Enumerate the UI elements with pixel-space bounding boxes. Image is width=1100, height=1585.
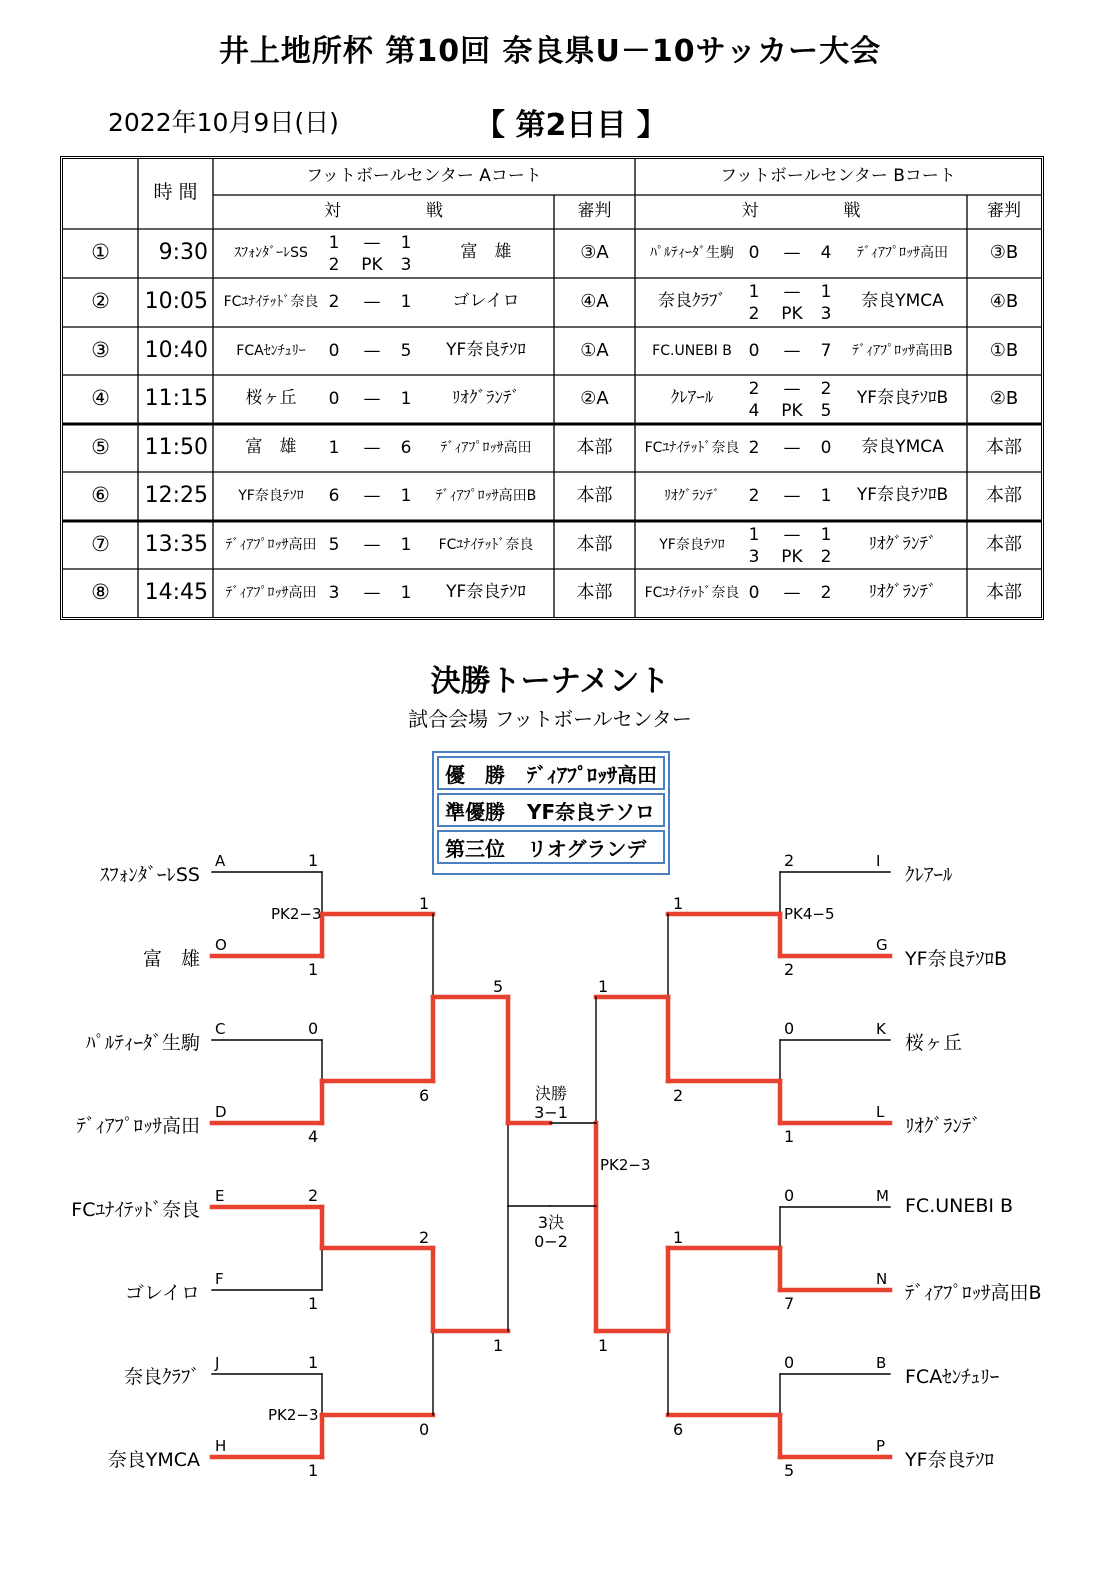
third-place-score: 0−2 xyxy=(534,1232,568,1251)
court-b-home-team: FCﾕﾅｲﾃｯﾄﾞ奈良 xyxy=(644,440,740,456)
court-b-home-pk: 2 xyxy=(748,304,760,324)
court-a-referee: 本部 xyxy=(576,437,613,458)
court-a-away-score: 1 xyxy=(400,535,412,555)
left-team-score: 1 xyxy=(308,851,319,870)
court-b-referee: 本部 xyxy=(986,437,1022,458)
header-match-b: 対 戦 xyxy=(741,201,861,221)
match-time: 9:30 xyxy=(158,240,208,265)
left-team-name: ﾃﾞｨｱﾌﾟﾛｯｻ高田 xyxy=(76,1115,200,1137)
left-team-label: C xyxy=(215,1020,226,1038)
court-b-away-team: 奈良YMCA xyxy=(861,291,944,311)
left-r2-score: 0 xyxy=(419,1420,430,1439)
left-pk-note: PK2−3 xyxy=(268,1406,319,1424)
court-a-home-score: 2 xyxy=(328,292,340,312)
match-time: 11:50 xyxy=(144,435,208,460)
left-team-score: 1 xyxy=(308,1294,319,1313)
court-a-away-score: 1 xyxy=(400,486,412,506)
court-b-home-score: 0 xyxy=(748,341,760,361)
match-time: 12:25 xyxy=(144,483,208,508)
right-semi-score: 1 xyxy=(598,977,609,996)
left-team-label: H xyxy=(215,1437,227,1455)
court-a-away-team: ﾘｵｸﾞﾗﾝﾃﾞ xyxy=(452,388,520,408)
right-semi-score: 1 xyxy=(598,1336,609,1355)
header-time: 時 間 xyxy=(153,181,198,203)
right-team-name: YF奈良ﾃｿﾛB xyxy=(905,948,1008,970)
court-b-pk-label: PK xyxy=(781,401,803,421)
match-number: ② xyxy=(91,289,110,313)
court-b-pk-label: PK xyxy=(781,304,803,324)
court-a-home-team: 富 雄 xyxy=(245,437,297,457)
match-number: ⑦ xyxy=(91,532,110,556)
right-team-label: I xyxy=(876,852,881,870)
event-date: 2022年10月9日(日) xyxy=(108,108,339,137)
court-b-home-score: 2 xyxy=(748,438,760,458)
day-label: 【 第2日目 】 xyxy=(475,108,667,143)
court-a-home-score: 5 xyxy=(328,535,340,555)
header-match-a: 対 戦 xyxy=(324,201,443,221)
right-team-score: 7 xyxy=(784,1294,795,1313)
court-a-home-team: 桜ヶ丘 xyxy=(245,388,297,408)
match-time: 11:15 xyxy=(144,386,208,411)
court-a-away-score: 1 xyxy=(400,583,412,603)
court-a-referee: 本部 xyxy=(576,485,613,506)
court-a-referee: 本部 xyxy=(576,582,613,603)
right-team-name: ｸﾚｱｰﾙ xyxy=(905,864,953,886)
result-team: ﾃﾞｨｱﾌﾟﾛｯｻ高田 xyxy=(527,762,657,787)
court-a-dash: — xyxy=(363,535,381,555)
left-team-name: 奈良ｸﾗﾌﾞ xyxy=(123,1366,200,1388)
court-b-referee: 本部 xyxy=(986,485,1022,506)
right-team-label: M xyxy=(876,1187,889,1205)
court-b-away-pk: 2 xyxy=(820,547,832,567)
court-a-home-team: ﾃﾞｨｱﾌﾟﾛｯｻ高田 xyxy=(225,585,317,601)
court-b-home-team: 奈良ｸﾗﾌﾞ xyxy=(658,291,726,311)
court-b-home-team: FC.UNEBI B xyxy=(652,343,732,359)
court-b-away-score: 1 xyxy=(820,282,832,302)
court-b-home-pk: 4 xyxy=(748,401,760,421)
court-b-home-score: 2 xyxy=(748,486,760,506)
court-b-away-score: 1 xyxy=(820,525,832,545)
court-a-home-score: 0 xyxy=(328,341,340,361)
result-label: 優 勝 xyxy=(445,762,505,787)
right-team-name: YF奈良ﾃｿﾛ xyxy=(905,1449,995,1471)
court-a-dash: — xyxy=(363,341,381,361)
court-a-referee: 本部 xyxy=(576,534,613,555)
left-team-label: O xyxy=(215,936,227,954)
court-a-referee: ①A xyxy=(580,340,609,361)
court-a-away-score: 5 xyxy=(400,341,412,361)
left-team-name: 富 雄 xyxy=(142,948,200,970)
right-team-name: 桜ヶ丘 xyxy=(905,1032,963,1054)
court-b-dash: — xyxy=(783,525,801,545)
court-a-dash: — xyxy=(363,583,381,603)
court-b-referee: ②B xyxy=(989,388,1019,409)
left-r2-score: 1 xyxy=(419,894,430,913)
court-a-referee: ②A xyxy=(580,388,609,409)
right-r2-score: 2 xyxy=(673,1086,684,1105)
court-a-home-team: FCAｾﾝﾁｭﾘｰ xyxy=(236,343,306,359)
court-b-dash: — xyxy=(783,341,801,361)
court-a-referee: ③A xyxy=(580,242,609,263)
left-team-name: ｽﾌｫﾝﾀﾞｰﾚSS xyxy=(99,864,200,886)
left-team-label: A xyxy=(215,852,226,870)
court-b-away-team: ﾃﾞｨｱﾌﾟﾛｯｻ高田 xyxy=(857,245,948,261)
court-a-home-team: FCﾕﾅｲﾃｯﾄﾞ奈良 xyxy=(223,294,319,310)
result-team: リオグランデ xyxy=(527,836,647,861)
right-team-name: FC.UNEBI B xyxy=(905,1195,1014,1217)
left-team-name: ゴレイロ xyxy=(124,1282,200,1304)
court-b-away-team: ﾘｵｸﾞﾗﾝﾃﾞ xyxy=(868,582,937,602)
left-team-score: 0 xyxy=(308,1019,319,1038)
right-team-label: P xyxy=(876,1437,886,1455)
right-team-score: 5 xyxy=(784,1461,795,1480)
match-time: 10:05 xyxy=(144,289,208,314)
court-b-away-score: 2 xyxy=(820,379,832,399)
final-label: 決勝 xyxy=(534,1084,567,1103)
court-b-away-team: 奈良YMCA xyxy=(861,437,944,457)
right-team-score: 0 xyxy=(784,1353,795,1372)
right-r2-score: 6 xyxy=(673,1420,684,1439)
header-ref-a: 審判 xyxy=(577,201,612,221)
tournament-title: 決勝トーナメント xyxy=(430,664,670,699)
court-a-dash: — xyxy=(363,233,381,253)
court-b-referee: 本部 xyxy=(986,582,1022,603)
match-number: ① xyxy=(91,240,110,264)
court-b-home-score: 2 xyxy=(748,379,760,399)
court-b-away-team: YF奈良ﾃｿﾛB xyxy=(856,388,949,408)
court-b-away-pk: 3 xyxy=(820,304,832,324)
court-b-away-team: ﾃﾞｨｱﾌﾟﾛｯｻ高田B xyxy=(852,343,953,359)
court-b-away-team: ﾘｵｸﾞﾗﾝﾃﾞ xyxy=(868,534,937,554)
court-b-away-pk: 5 xyxy=(820,401,832,421)
match-number: ③ xyxy=(91,338,110,362)
court-a-away-score: 6 xyxy=(400,438,412,458)
court-a-away-team: FCﾕﾅｲﾃｯﾄﾞ奈良 xyxy=(438,537,534,553)
court-a-away-team: 富 雄 xyxy=(460,242,512,262)
page-title: 井上地所杯 第10回 奈良県U－10サッカー大会 xyxy=(218,34,882,69)
right-r2-score: 1 xyxy=(673,1228,684,1247)
left-semi-score: 5 xyxy=(493,977,504,996)
court-b-away-score: 1 xyxy=(820,486,832,506)
right-team-name: FCAｾﾝﾁｭﾘｰ xyxy=(905,1366,1000,1388)
court-a-dash: — xyxy=(363,438,381,458)
court-b-home-pk: 3 xyxy=(748,547,760,567)
right-team-label: N xyxy=(876,1270,888,1288)
left-r2-score: 6 xyxy=(419,1086,430,1105)
left-team-label: F xyxy=(215,1270,224,1288)
court-a-dash: — xyxy=(363,486,381,506)
court-a-away-pk: 3 xyxy=(400,255,412,275)
left-team-score: 1 xyxy=(308,960,319,979)
result-team: YF奈良テソロ xyxy=(527,799,655,824)
court-a-away-score: 1 xyxy=(400,233,412,253)
court-b-home-team: ﾊﾟﾙﾃｨｰﾀﾞ生駒 xyxy=(650,245,734,261)
court-b-dash: — xyxy=(783,438,801,458)
right-team-label: B xyxy=(876,1354,887,1372)
left-r2-score: 2 xyxy=(419,1228,430,1247)
court-b-dash: — xyxy=(783,243,801,263)
left-team-score: 4 xyxy=(308,1127,319,1146)
court-a-home-team: ｽﾌｫﾝﾀﾞｰﾚSS xyxy=(234,245,308,261)
court-b-home-team: YF奈良ﾃｿﾛ xyxy=(659,537,725,553)
court-b-dash: — xyxy=(783,282,801,302)
right-r2-score: 1 xyxy=(673,894,684,913)
match-time: 13:35 xyxy=(144,532,208,557)
header-court-b: フットボールセンター Bコート xyxy=(720,166,956,186)
match-number: ⑥ xyxy=(91,483,110,507)
court-a-home-score: 1 xyxy=(328,233,340,253)
court-b-referee: ③B xyxy=(989,242,1019,263)
right-team-score: 1 xyxy=(784,1127,795,1146)
right-team-score: 0 xyxy=(784,1186,795,1205)
left-semi-score: 1 xyxy=(493,1336,504,1355)
match-time: 14:45 xyxy=(144,580,208,605)
left-team-name: ﾊﾟﾙﾃｨｰﾀﾞ生駒 xyxy=(85,1032,200,1054)
left-team-score: 1 xyxy=(308,1353,319,1372)
court-a-home-team: ﾃﾞｨｱﾌﾟﾛｯｻ高田 xyxy=(225,537,317,553)
court-a-away-team: ﾃﾞｨｱﾌﾟﾛｯｻ高田 xyxy=(440,440,532,456)
right-team-label: L xyxy=(876,1103,885,1121)
left-team-score: 1 xyxy=(308,1461,319,1480)
match-time: 10:40 xyxy=(144,338,208,363)
court-a-away-team: YF奈良ﾃｿﾛ xyxy=(446,340,526,360)
right-team-name: ﾃﾞｨｱﾌﾟﾛｯｻ高田B xyxy=(905,1282,1042,1304)
court-b-dash: — xyxy=(783,583,801,603)
left-team-name: 奈良YMCA xyxy=(107,1449,200,1471)
court-b-home-team: ｸﾚｱｰﾙ xyxy=(670,388,714,408)
match-number: ④ xyxy=(91,386,110,410)
court-b-referee: 本部 xyxy=(986,534,1022,555)
right-pk-note: PK4−5 xyxy=(784,905,835,923)
court-a-home-score: 6 xyxy=(328,486,340,506)
court-b-home-score: 0 xyxy=(748,243,760,263)
left-pk-note: PK2−3 xyxy=(271,905,322,923)
court-b-referee: ④B xyxy=(989,291,1019,312)
right-team-label: G xyxy=(876,936,888,954)
court-b-away-score: 7 xyxy=(820,341,832,361)
court-b-dash: — xyxy=(783,486,801,506)
court-a-dash: — xyxy=(363,389,381,409)
court-a-pk-label: PK xyxy=(361,255,383,275)
left-team-label: E xyxy=(215,1187,225,1205)
court-b-away-score: 2 xyxy=(820,583,832,603)
court-b-dash: — xyxy=(783,379,801,399)
court-b-away-score: 0 xyxy=(820,438,832,458)
header-ref-b: 審判 xyxy=(987,201,1021,221)
right-team-score: 0 xyxy=(784,1019,795,1038)
court-a-away-team: ゴレイロ xyxy=(452,291,520,311)
court-b-away-score: 4 xyxy=(820,243,832,263)
court-a-home-score: 1 xyxy=(328,438,340,458)
right-team-label: K xyxy=(876,1020,886,1038)
left-team-label: D xyxy=(215,1103,227,1121)
center-pk-note: PK2−3 xyxy=(600,1156,651,1174)
court-b-home-team: FCﾕﾅｲﾃｯﾄﾞ奈良 xyxy=(644,585,740,601)
court-b-away-team: YF奈良ﾃｿﾛB xyxy=(856,485,949,505)
final-score: 3−1 xyxy=(534,1103,568,1122)
court-a-home-pk: 2 xyxy=(328,255,340,275)
match-number: ⑤ xyxy=(91,435,110,459)
left-team-label: J xyxy=(215,1354,220,1372)
left-team-name: FCﾕﾅｲﾃｯﾄﾞ奈良 xyxy=(71,1199,200,1221)
court-a-home-score: 3 xyxy=(328,583,340,603)
tournament-venue: 試合会場 フットボールセンター xyxy=(408,707,692,731)
court-a-away-team: YF奈良ﾃｿﾛ xyxy=(446,582,526,602)
court-b-pk-label: PK xyxy=(781,547,803,567)
court-a-referee: ④A xyxy=(580,291,609,312)
right-team-score: 2 xyxy=(784,960,795,979)
result-label: 準優勝 xyxy=(445,799,505,824)
court-a-away-score: 1 xyxy=(400,389,412,409)
left-team-score: 2 xyxy=(308,1186,319,1205)
court-b-home-score: 1 xyxy=(748,525,760,545)
right-team-name: ﾘｵｸﾞﾗﾝﾃﾞ xyxy=(905,1115,982,1137)
court-b-home-score: 1 xyxy=(748,282,760,302)
court-b-referee: ①B xyxy=(989,340,1019,361)
court-b-home-team: ﾘｵｸﾞﾗﾝﾃﾞ xyxy=(664,488,720,504)
court-a-home-team: YF奈良ﾃｿﾛ xyxy=(238,488,304,504)
court-a-away-team: ﾃﾞｨｱﾌﾟﾛｯｻ高田B xyxy=(435,488,537,504)
court-a-away-score: 1 xyxy=(400,292,412,312)
result-label: 第三位 xyxy=(445,836,505,861)
court-b-home-score: 0 xyxy=(748,583,760,603)
header-court-a: フットボールセンター Aコート xyxy=(306,166,542,186)
third-place-label: 3決 xyxy=(537,1213,565,1232)
match-number: ⑧ xyxy=(91,580,110,604)
right-team-score: 2 xyxy=(784,851,795,870)
court-a-home-score: 0 xyxy=(328,389,340,409)
court-a-dash: — xyxy=(363,292,381,312)
